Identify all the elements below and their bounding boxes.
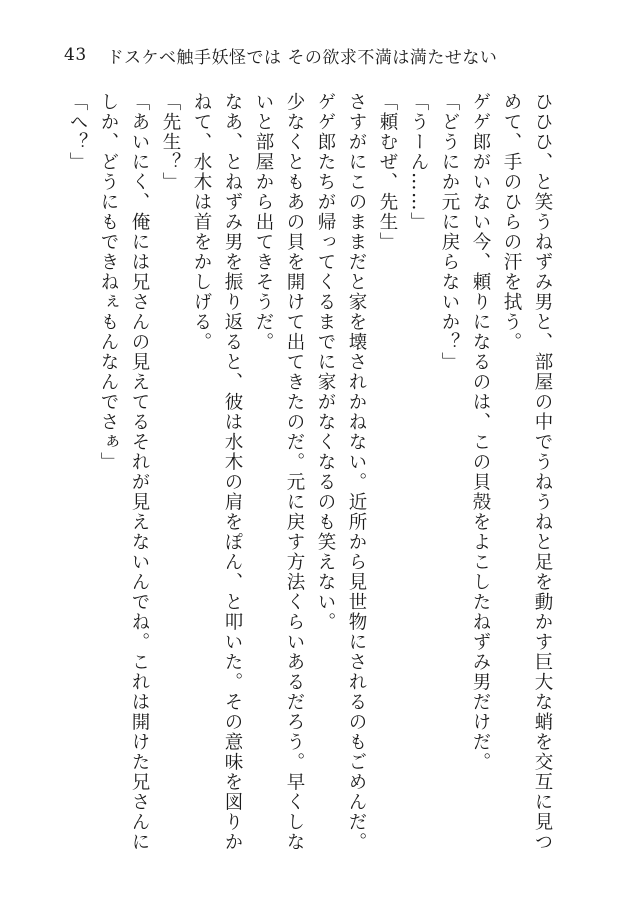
page-number: 43 bbox=[64, 45, 87, 65]
paragraph: なあ、とねずみ男を振り返ると、彼は水木の肩をぽん、と叩いた。その意味を図りかねて、水木は首をかしげる。 bbox=[191, 92, 243, 852]
dialogue-line: 「うーん……」 bbox=[408, 92, 429, 232]
paragraph: ひひひ、と笑うねずみ男と、部屋の中でうねうねと足を動かす巨大な蛸を交互に見つめて、手のひらの汗を拭う。 bbox=[501, 92, 553, 852]
running-head bbox=[64, 40, 584, 70]
dialogue-line: 「先生？」 bbox=[160, 92, 181, 192]
chapter-title: ドスケベ触手妖怪では その欲求不満は満たせない bbox=[106, 47, 498, 68]
dialogue-line: 「頼むぜ、先生」 bbox=[377, 92, 398, 252]
body-text bbox=[67, 92, 558, 862]
paragraph: ゲゲ郎がいない今、頼りになるのは、この貝殻をよこしたねずみ男だけだ。 bbox=[470, 92, 491, 772]
dialogue-line: 「へ？」 bbox=[67, 92, 88, 172]
dialogue-line: 「あいにく、俺には兄さんの見えてるそれが見えないんでね。これは開けた兄さんにしか、どうにもできねぇもんなんでさぁ」 bbox=[98, 92, 150, 852]
paragraph: 少なくともあの貝を開けて出てきたのだ。元に戻す方法くらいあるだろう。早くしないと部屋から出てきそうだ。 bbox=[253, 92, 305, 852]
dialogue-line: 「どうにか元に戻らないか？」 bbox=[439, 92, 460, 372]
paragraph: さすがにこのままだと家を壊されかねない。近所から見世物にされるのもごめんだ。ゲゲ郎たちが帰ってくるまでに家がなくなるのも笑えない。 bbox=[315, 92, 367, 852]
